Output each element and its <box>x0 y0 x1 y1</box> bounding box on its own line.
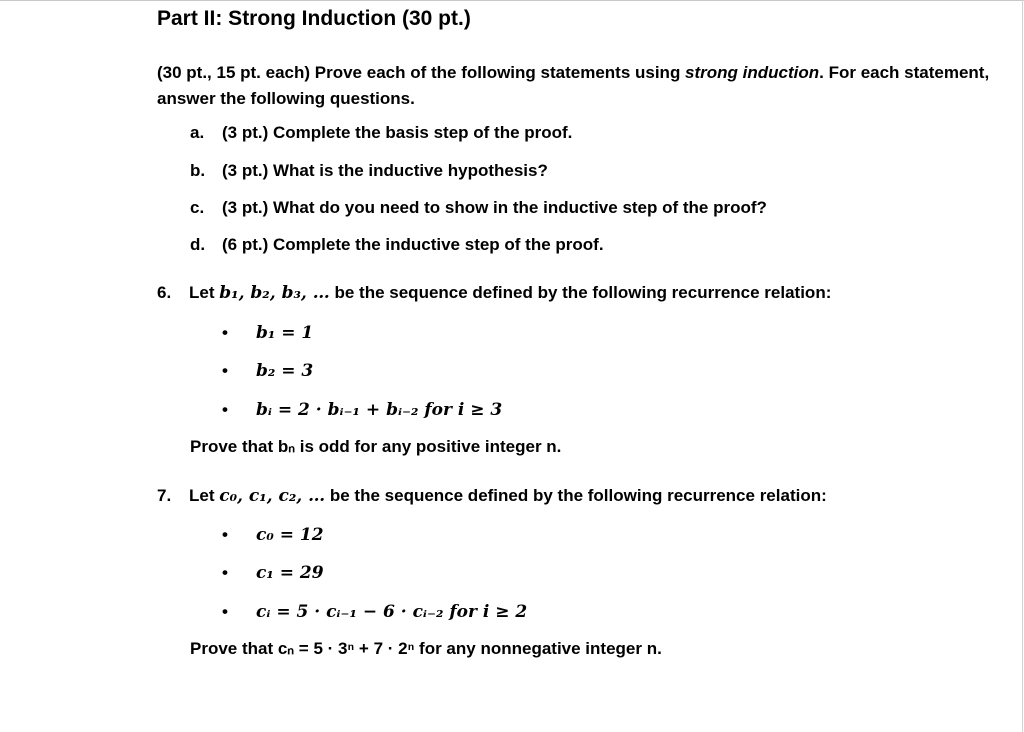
bullet-dot: • <box>222 323 228 342</box>
question-b <box>190 161 548 181</box>
let-word: Let <box>189 486 215 505</box>
question-letter: a. <box>190 123 205 142</box>
problem-7-prove: Prove that cₙ = 5 · 3ⁿ + 7 · 2ⁿ for any nonnegative integer n. <box>190 639 662 658</box>
question-text: (6 pt.) Complete the inductive step of the proof. <box>222 235 604 254</box>
recurrence-condition: b₂ = 3 <box>256 361 314 381</box>
question-letter: c. <box>190 198 205 217</box>
bullet-dot: • <box>222 525 228 544</box>
problem-description: be the sequence defined by the following recurrence relation: <box>329 486 827 505</box>
recurrence-condition: c₁ = 29 <box>256 563 324 583</box>
top-border-line <box>0 0 1024 1</box>
question-c <box>190 198 767 218</box>
bullet-dot: • <box>222 602 228 621</box>
question-a <box>190 123 572 143</box>
problem-7-bullet-2 <box>222 563 324 583</box>
question-d <box>190 235 604 255</box>
let-word: Let <box>189 283 215 302</box>
recurrence-condition: c₀ = 12 <box>256 525 324 545</box>
problem-6-bullet-2 <box>222 361 313 381</box>
question-text: (3 pt.) What do you need to show in the inductive step of the proof? <box>222 198 767 217</box>
recurrence-condition: cᵢ = 5 · cᵢ₋₁ − 6 · cᵢ₋₂ for i ≥ 2 <box>256 602 528 622</box>
bullet-dot: • <box>222 563 228 582</box>
question-text: (3 pt.) Complete the basis step of the proof. <box>222 123 573 142</box>
sequence-terms: b₁, b₂, b₃, … <box>219 283 330 303</box>
question-letter: b. <box>190 161 206 180</box>
problem-6-bullet-1 <box>222 323 313 343</box>
problem-7-bullet-1 <box>222 525 324 545</box>
recurrence-condition: b₁ = 1 <box>256 323 314 343</box>
section-title: Part II: Strong Induction (30 pt.) <box>157 7 471 30</box>
problem-7-bullet-3 <box>222 602 527 622</box>
instructions-paragraph <box>157 60 997 112</box>
instructions-text-start: (30 pt., 15 pt. each) Prove each of the following statements using <box>157 63 686 82</box>
problem-7-statement <box>157 486 827 506</box>
recurrence-condition: bᵢ = 2 · bᵢ₋₁ + bᵢ₋₂ for i ≥ 3 <box>256 400 503 420</box>
sequence-terms: c₀, c₁, c₂, … <box>219 486 326 506</box>
question-letter: d. <box>190 235 206 254</box>
problem-number: 6. <box>157 283 172 302</box>
instructions-emphasis: strong induction <box>685 63 820 82</box>
question-text: (3 pt.) What is the inductive hypothesis? <box>222 161 548 180</box>
problem-number: 7. <box>157 486 172 505</box>
problem-6-bullet-3 <box>222 400 502 420</box>
bullet-dot: • <box>222 400 228 419</box>
problem-6-prove: Prove that bₙ is odd for any positive integer n. <box>190 437 562 456</box>
problem-6-statement <box>157 283 831 303</box>
bullet-dot: • <box>222 361 228 380</box>
problem-description: be the sequence defined by the following recurrence relation: <box>334 283 832 302</box>
right-border-line <box>1022 0 1023 732</box>
instructions-text-end: . For each statement, answer the following questions. <box>157 63 990 108</box>
